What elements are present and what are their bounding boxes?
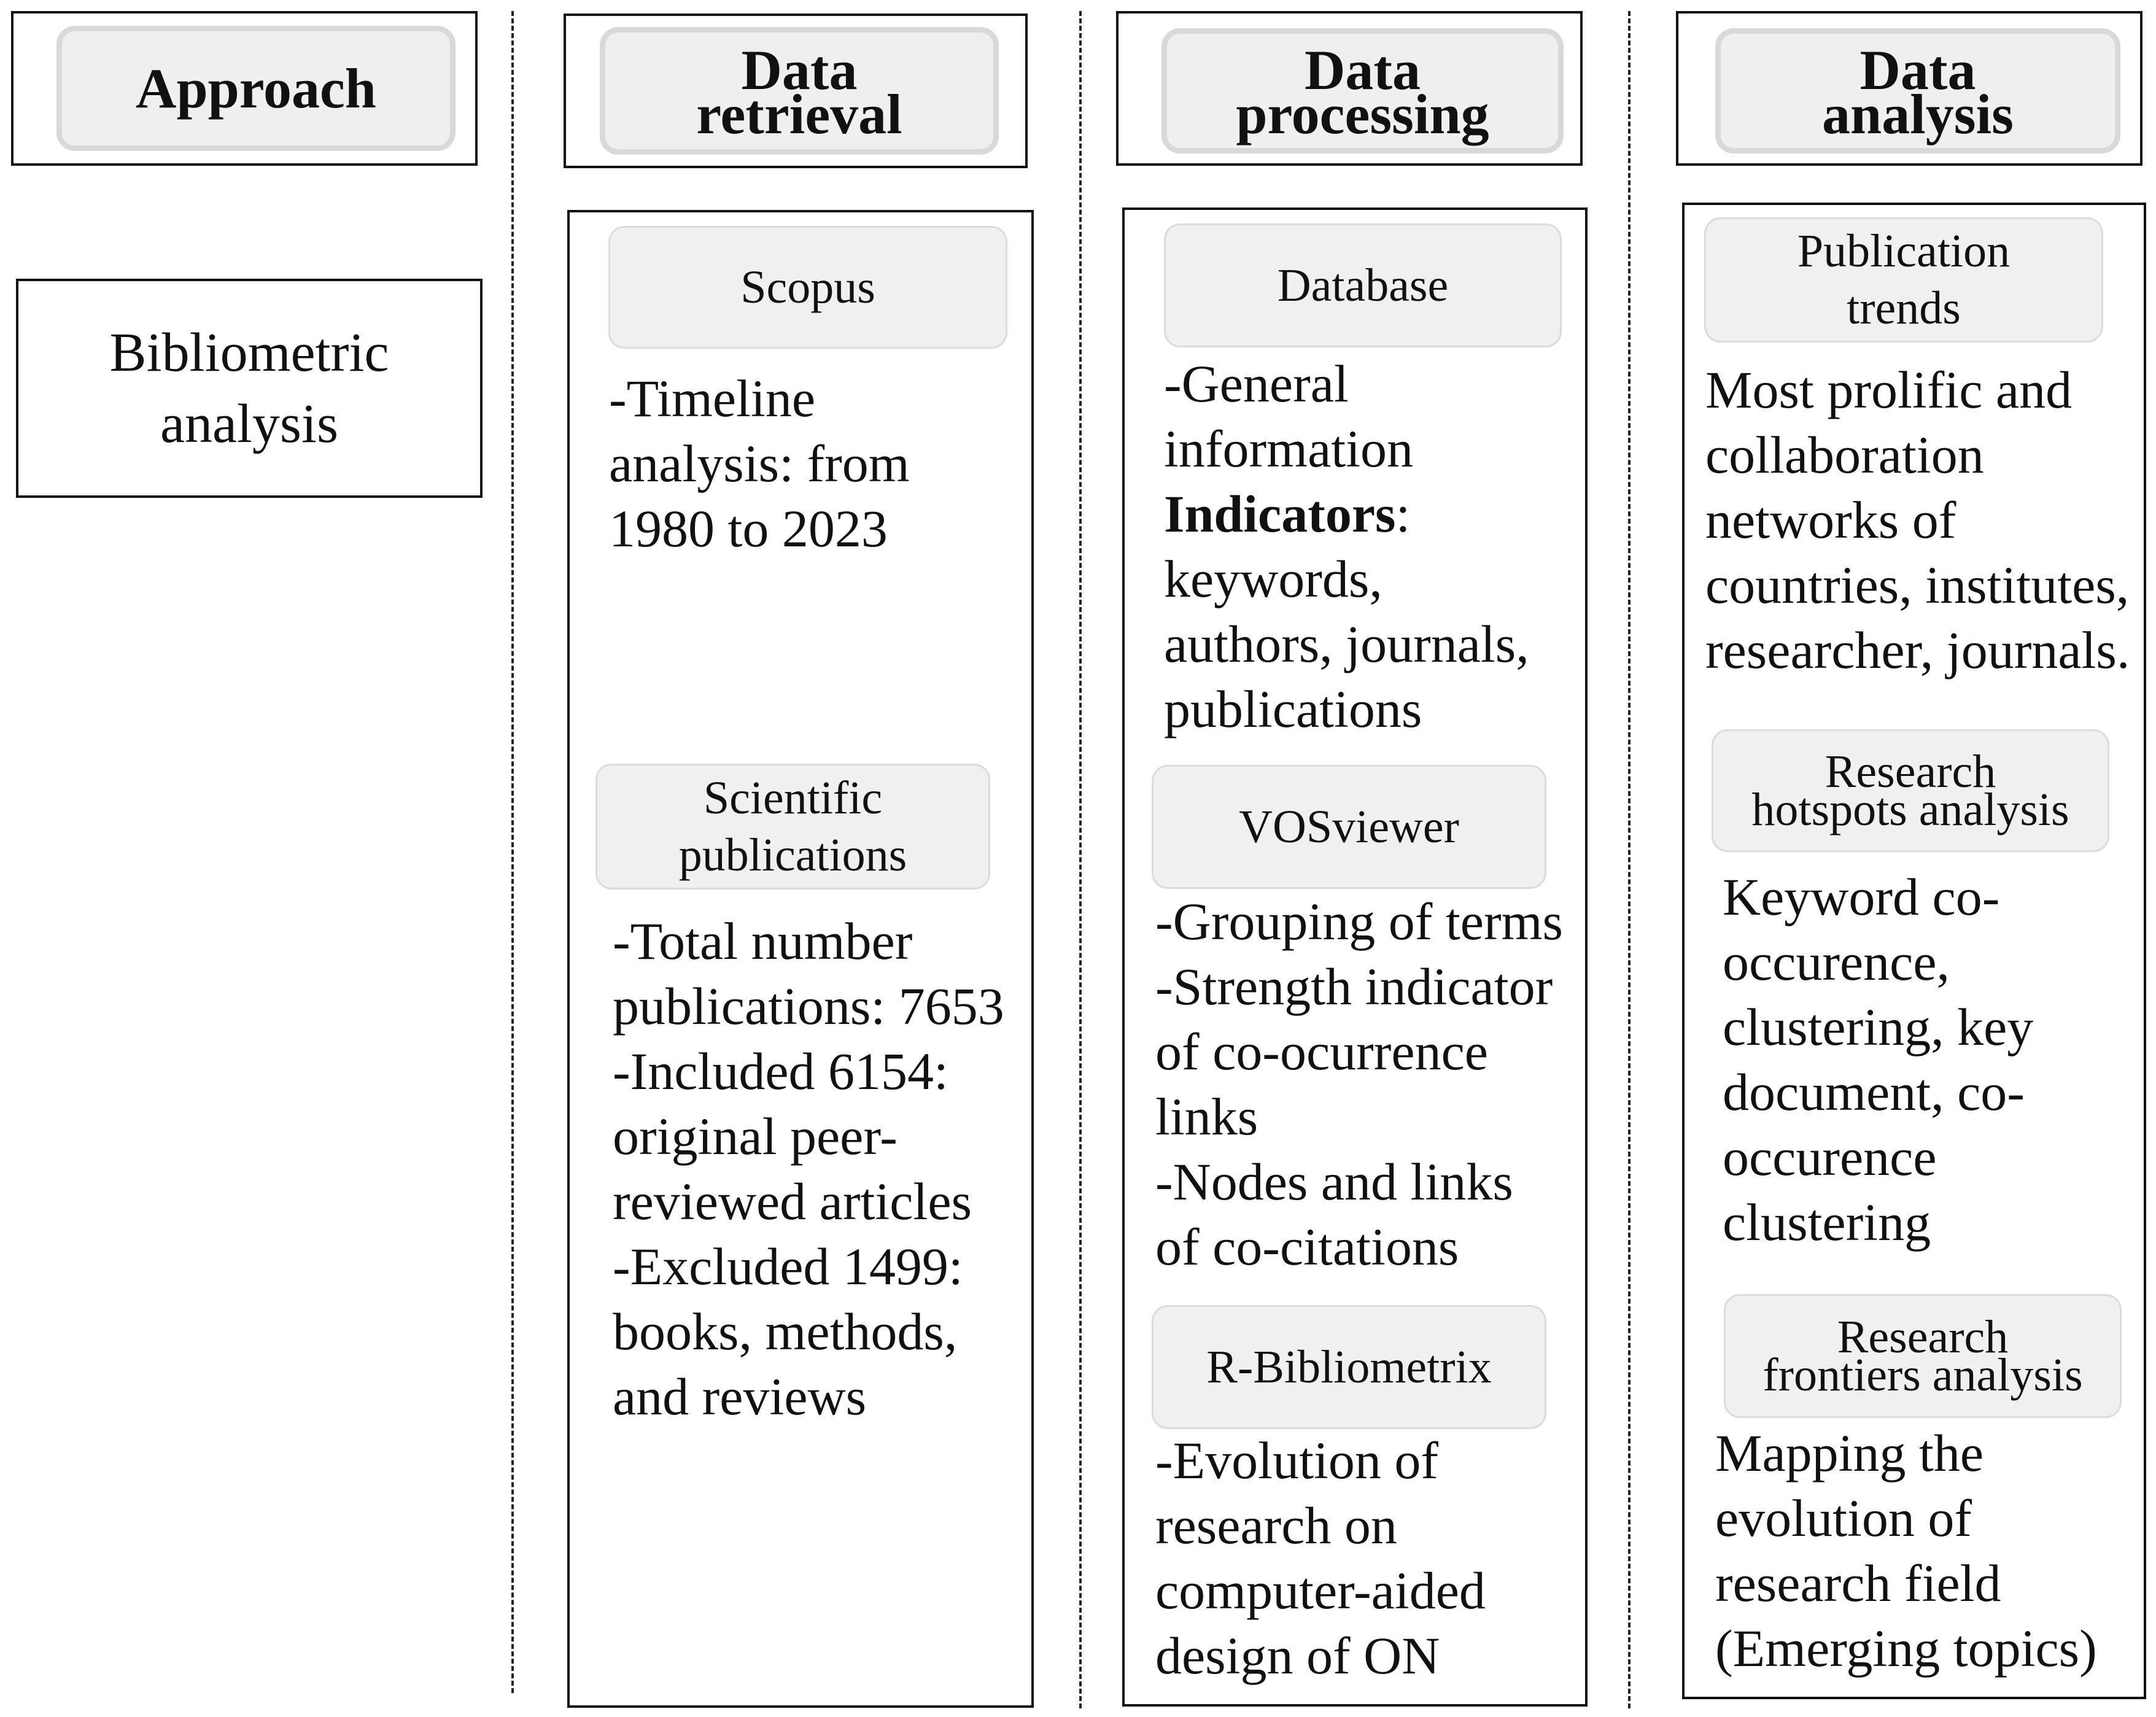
database-description-rest: : keywords, authors, journals, publications	[1164, 484, 1529, 738]
r-bibliometrix-label	[1152, 1305, 1546, 1429]
vosviewer-label	[1152, 765, 1546, 889]
separator-line-2	[1079, 11, 1082, 1708]
database-label-text: Database	[1277, 259, 1449, 311]
data-analysis-header-label	[1715, 28, 2120, 153]
data-processing-header-label	[1161, 28, 1564, 153]
scientific-publications-line2: publications	[678, 829, 907, 881]
r-bibliometrix-description: -Evolution of research on computer-aided design of ON	[1155, 1431, 1486, 1685]
data-analysis-header-line1: Data	[1859, 39, 1976, 102]
research-frontiers-line1: Research	[1837, 1311, 2009, 1363]
research-hotspots-label	[1712, 729, 2109, 852]
research-frontiers-label	[1724, 1294, 2122, 1418]
r-bibliometrix-label-text: R-Bibliometrix	[1206, 1341, 1492, 1393]
research-hotspots-line2: hotspots analysis	[1751, 784, 2069, 835]
data-retrieval-header-line2: retrieval	[696, 83, 902, 145]
bibliometric-analysis-box	[16, 279, 483, 498]
vosviewer-label-text: VOSviewer	[1239, 800, 1459, 853]
data-retrieval-header-line1: Data	[741, 39, 858, 102]
approach-header-label	[56, 26, 456, 151]
database-description-intro: -General information	[1164, 354, 1414, 478]
research-frontiers-description: Mapping the evolution of research field (Emerging topics)	[1715, 1424, 2097, 1678]
publication-trends-label	[1704, 217, 2103, 343]
scopus-label-text: Scopus	[740, 261, 875, 313]
research-frontiers-line2: frontiers analysis	[1762, 1349, 2083, 1401]
database-description	[1164, 351, 1529, 742]
scientific-publications-line1: Scientific	[703, 772, 883, 824]
separator-line-1	[511, 11, 514, 1693]
vosviewer-description: -Grouping of terms -Strength indicator of co-ocurrence links -Nodes and links of co-citations	[1155, 892, 1563, 1276]
database-indicators-label: Indicators	[1164, 484, 1396, 543]
approach-header-text: Approach	[136, 57, 376, 120]
separator-line-3	[1628, 11, 1631, 1708]
data-analysis-panel	[1682, 203, 2146, 1699]
research-hotspots-description: Keyword co- occurence, clustering, key document, co- occurence clustering	[1723, 867, 2034, 1252]
data-processing-header-line1: Data	[1304, 39, 1421, 102]
scientific-publications-description: -Total number publications: 7653 -Included 6154: original peer- reviewed articles -Excluded 1499: books, methods, and reviews	[613, 912, 1004, 1426]
database-label	[1164, 223, 1562, 347]
bibliometric-analysis-text: Bibliometric analysis	[109, 322, 389, 454]
data-retrieval-panel	[567, 210, 1034, 1708]
data-retrieval-header-box	[564, 14, 1028, 168]
publication-trends-line1: Publication	[1797, 225, 2011, 277]
data-retrieval-header-label	[600, 27, 999, 155]
data-analysis-header-line2: analysis	[1822, 83, 2014, 145]
publication-trends-description: Most prolific and collaboration networks of countries, institutes, researcher, journals.	[1705, 360, 2130, 680]
publication-trends-line2: trends	[1847, 282, 1961, 334]
research-hotspots-line1: Research	[1824, 745, 1996, 797]
scientific-publications-label	[595, 764, 990, 890]
data-analysis-header-box	[1676, 11, 2142, 166]
data-processing-panel	[1122, 207, 1588, 1707]
scopus-description: -Timeline analysis: from 1980 to 2023	[609, 369, 910, 558]
data-processing-header-box	[1116, 11, 1583, 166]
approach-header-box	[11, 11, 478, 166]
data-processing-header-line2: processing	[1236, 83, 1489, 145]
scopus-label	[608, 226, 1007, 349]
